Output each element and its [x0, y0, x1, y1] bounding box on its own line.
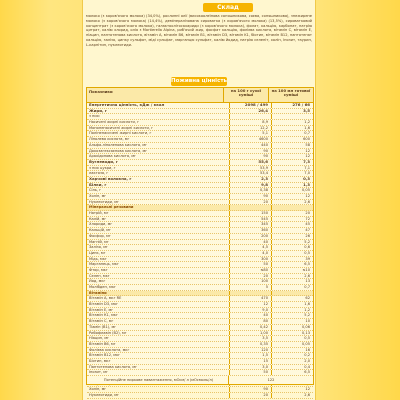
row-value-100ml: 16: [271, 348, 313, 353]
row-value-100ml: 12: [271, 149, 313, 154]
row-label: Харчові волокна, г: [89, 175, 132, 181]
row-value-100g: 80: [229, 319, 271, 324]
row-label: Марганець, мкг: [89, 262, 119, 267]
row-label: Залізо, мг: [89, 245, 108, 250]
row-value-100g: 50: [229, 370, 271, 375]
row-value-100ml: 12: [271, 194, 313, 199]
row-label: Вітаміни: [89, 290, 107, 295]
package-side-panel-right: [314, 0, 400, 400]
header-per-100g: на 100 г сухої суміші: [223, 88, 268, 102]
renal-load-label: Потенційне ниркове навантаження, мОсм/ л (мОсмоль/л): [103, 378, 214, 382]
row-value-100ml: [271, 114, 313, 119]
row-value-100g: 360: [229, 228, 271, 233]
row-value-100g: 150: [229, 211, 271, 216]
table-row: [87, 393, 313, 399]
row-value-100ml: 12: [271, 154, 313, 159]
composition-text: молоко (з коров'ячого молока) (34,0%), рослинні олії (високоолеїнова соняшникова, соєва, соняшникова), знежирене молоко (з коров'ячого молока) (14,4%), демінералізована сироватка (з коров'ячого молока) (13,5%), сироватковий концентрат (з коров'ячого молока), галактоолігосахариди (з коров'ячого молока), фолат, кальцію, карбонат, натрію цитрат, калію хлорид, олія з Mortierella Alpina, риб'ячий жир, фосфат кальцію, фолієва кислота, вітамін С, вітамін Е, ніацин, пантотенова кислота, вітамін А, вітамін В6, вітамін B1, вітамін D3, вітамін K1, біотин, вітамін B12, пантотенат кальцію, залізо, цинку сульфат, міді сульфат, марганцю сульфат, калію йодид, натрію селеніт, холін, інозит, таурин, L-карнітин, нуклеотиди.: [86, 14, 312, 47]
row-label: з них цукри, г: [89, 165, 116, 170]
row-value-100ml: 7,0: [271, 171, 313, 176]
row-value-100g: 15: [229, 359, 271, 364]
row-label: Фтор, мкг: [89, 267, 108, 272]
row-value-100ml: 0,05: [271, 342, 313, 347]
header-per-100ml: на 100 мл готової суміші: [268, 88, 313, 102]
row-label: Калій, мг: [89, 216, 107, 221]
row-value-100ml: 0,7: [271, 131, 313, 136]
row-value-100ml: 276 / 66: [271, 103, 313, 108]
row-label: Альфа-ліноленова кислота, мг: [89, 142, 147, 147]
row-value-100g: 200: [229, 234, 271, 239]
row-value-100ml: 72: [271, 217, 313, 222]
row-value-100ml: 5,2: [271, 313, 313, 318]
row-label: Поліненасичені жирні кислоти, г: [89, 131, 152, 136]
row-value-100g: 50: [229, 262, 271, 267]
row-value-100ml: 1,3: [271, 183, 313, 188]
row-value-100g: 12: [229, 302, 271, 307]
row-value-100ml: 0,5: [271, 251, 313, 256]
row-label: Натрій, мг: [89, 211, 109, 216]
row-value-100g: 5: [229, 285, 271, 290]
row-value-100ml: 0,06: [271, 325, 313, 330]
row-label: Жири, г: [89, 107, 107, 113]
row-value-100g: 2,3: [229, 177, 271, 182]
row-value-100g: 20: [229, 393, 271, 398]
row-label: з них:: [89, 114, 101, 119]
row-value-100ml: 47: [271, 228, 313, 233]
row-value-100g: [229, 205, 271, 210]
row-label: Вітамін В12, мкг: [89, 353, 121, 358]
row-value-100ml: 0,4: [271, 365, 313, 370]
row-value-100ml: ≤10: [271, 268, 313, 273]
row-label: Мінеральні речовини: [89, 205, 134, 210]
row-value-100g: 90: [229, 154, 271, 159]
row-value-100g: 3,5: [229, 336, 271, 341]
row-value-100ml: 0,5: [271, 336, 313, 341]
row-label: лактоза, г: [89, 171, 109, 176]
composition-title: Склад: [203, 3, 253, 12]
row-value-100ml: 0,13: [271, 331, 313, 336]
row-value-100ml: 1,2: [271, 308, 313, 313]
row-value-100g: 440: [229, 143, 271, 148]
row-value-100ml: 62: [271, 296, 313, 301]
row-value-100ml: 1,6: [271, 126, 313, 131]
row-label: Нуклеотиди, мг: [89, 393, 119, 398]
row-value-100g: 4,0: [229, 251, 271, 256]
row-label: Ніацин, мг: [89, 336, 109, 341]
row-label: Мідь, мкг: [89, 256, 107, 261]
row-label: Пантотенова кислота, мг: [89, 364, 138, 369]
row-value-100g: 53,4: [229, 171, 271, 176]
row-value-100g: 300: [229, 257, 271, 262]
row-value-100g: 3,0: [229, 365, 271, 370]
row-value-100ml: 0,3: [271, 177, 313, 182]
row-value-100g: 12,2: [229, 126, 271, 131]
row-value-100ml: 2,6: [271, 274, 313, 279]
row-label: Насичені жирні кислоти, г: [89, 120, 139, 125]
row-value-100ml: 45: [271, 222, 313, 227]
row-label: Нуклеотиди, мг: [89, 199, 119, 204]
row-value-100g: 9,0: [229, 308, 271, 313]
row-value-100g: 2098 / 499: [229, 103, 271, 108]
row-label: Вітамін А, мкг RE: [89, 296, 122, 301]
row-label: Холін, мг: [89, 387, 107, 392]
row-value-100ml: 1,2: [271, 120, 313, 125]
row-value-100ml: 3,5: [271, 109, 313, 114]
header-name: Показники: [89, 89, 113, 94]
row-value-100g: 120: [229, 348, 271, 353]
row-value-100ml: 600: [271, 137, 313, 142]
nutrition-label-card: [82, 0, 316, 400]
row-label: Вітамін В6, мг: [89, 341, 116, 346]
row-label: Рибофлавін (B2), мг: [89, 330, 127, 335]
table-body: [87, 103, 313, 399]
row-value-100ml: 7,3: [271, 160, 313, 165]
row-value-100g: 470: [229, 296, 271, 301]
row-value-100ml: 0,05: [271, 188, 313, 193]
row-value-100g: 90: [229, 194, 271, 199]
row-value-100ml: 0,6: [271, 245, 313, 250]
row-value-100g: 545: [229, 217, 271, 222]
row-label: Сіль, г: [89, 188, 102, 193]
row-label: Цинк, мг: [89, 250, 106, 255]
row-value-100g: 26,4: [229, 109, 271, 114]
row-label: Йод, мкг: [89, 279, 106, 284]
row-value-100g: 53,9: [229, 166, 271, 171]
row-value-100g: 90: [229, 149, 271, 154]
row-value-100ml: 39: [271, 257, 313, 262]
row-value-100ml: 2,6: [271, 393, 313, 398]
row-value-100ml: 1,6: [271, 302, 313, 307]
row-label: Кальцій, мг: [89, 228, 111, 233]
row-value-100g: 345: [229, 222, 271, 227]
row-value-100g: 55,6: [229, 160, 271, 165]
row-value-100g: 0,35: [229, 342, 271, 347]
row-label: Вітамін К1, мкг: [89, 313, 118, 318]
row-value-100g: [229, 291, 271, 296]
row-label: Мононенасичені жирні кислоти, г: [89, 125, 154, 130]
row-label: Лінолева кислота, мг: [89, 137, 130, 142]
row-value-100ml: 26: [271, 234, 313, 239]
row-value-100ml: 2,6: [271, 200, 313, 205]
nutrition-title: Поживна цінність: [171, 78, 227, 84]
row-label: Докозагексаєнова кислота, мг: [89, 148, 148, 153]
row-value-100g: 4600: [229, 137, 271, 142]
row-value-100g: 100: [229, 279, 271, 284]
row-value-100ml: 12: [271, 387, 313, 392]
renal-load-value: 122: [228, 376, 313, 384]
row-value-100ml: 5,2: [271, 240, 313, 245]
row-value-100g: 1,5: [229, 353, 271, 358]
row-value-100g: 5,1: [229, 131, 271, 136]
row-value-100g: 40: [229, 240, 271, 245]
row-value-100ml: [271, 205, 313, 210]
row-label: Арахідонова кислота, мг: [89, 154, 136, 159]
row-value-100g: ≤80: [229, 268, 271, 273]
table-header: [87, 88, 313, 103]
row-value-100ml: 10: [271, 319, 313, 324]
row-value-100ml: [271, 291, 313, 296]
row-value-100ml: 0,7: [271, 285, 313, 290]
row-value-100g: 20: [229, 274, 271, 279]
row-value-100ml: 0,2: [271, 353, 313, 358]
row-value-100g: 8,9: [229, 120, 271, 125]
row-value-100g: 0,38: [229, 188, 271, 193]
row-label: Біотин, мкг: [89, 358, 111, 363]
row-label: Магній, мг: [89, 239, 109, 244]
row-value-100ml: 6,5: [271, 262, 313, 267]
row-label: Холін, мг: [89, 194, 107, 198]
package-side-panel-left: [0, 0, 82, 400]
row-label: Вітамін С, мг: [89, 319, 114, 324]
row-value-100ml: 6,5: [271, 370, 313, 375]
row-label: Молібден, мкг: [89, 285, 116, 289]
row-value-100ml: 20: [271, 211, 313, 216]
row-label: Енергетична цінність, кДж / ккал: [89, 102, 165, 107]
row-value-100g: 20: [229, 200, 271, 205]
row-label: Вітамін D3, мкг: [89, 302, 119, 307]
row-label: Хлориди, мг: [89, 222, 113, 227]
row-value-100g: 90: [229, 387, 271, 392]
row-label: Білки, г: [89, 181, 107, 187]
row-value-100ml: 7,1: [271, 166, 313, 171]
row-label: Інозит, мг: [89, 370, 108, 375]
row-value-100g: [229, 114, 271, 119]
row-label: Тіамін (B1), мг: [89, 324, 117, 329]
row-label: Селен, мкг: [89, 273, 110, 278]
renal-load-row: [86, 376, 314, 385]
row-value-100ml: 2,0: [271, 359, 313, 364]
row-label: Вітамін Е, мг: [89, 307, 114, 312]
row-value-100g: 4,5: [229, 245, 271, 250]
row-value-100ml: 58: [271, 143, 313, 148]
row-label: Фолієва кислота, мкг: [89, 347, 130, 352]
row-label: Вуглеводи, г: [89, 158, 118, 164]
row-value-100g: 40: [229, 313, 271, 318]
row-value-100g: 1,00: [229, 331, 271, 336]
row-value-100g: 9,8: [229, 183, 271, 188]
row-value-100ml: 13: [271, 279, 313, 284]
row-value-100g: 0,42: [229, 325, 271, 330]
row-label: Фосфор, мг: [89, 233, 111, 238]
